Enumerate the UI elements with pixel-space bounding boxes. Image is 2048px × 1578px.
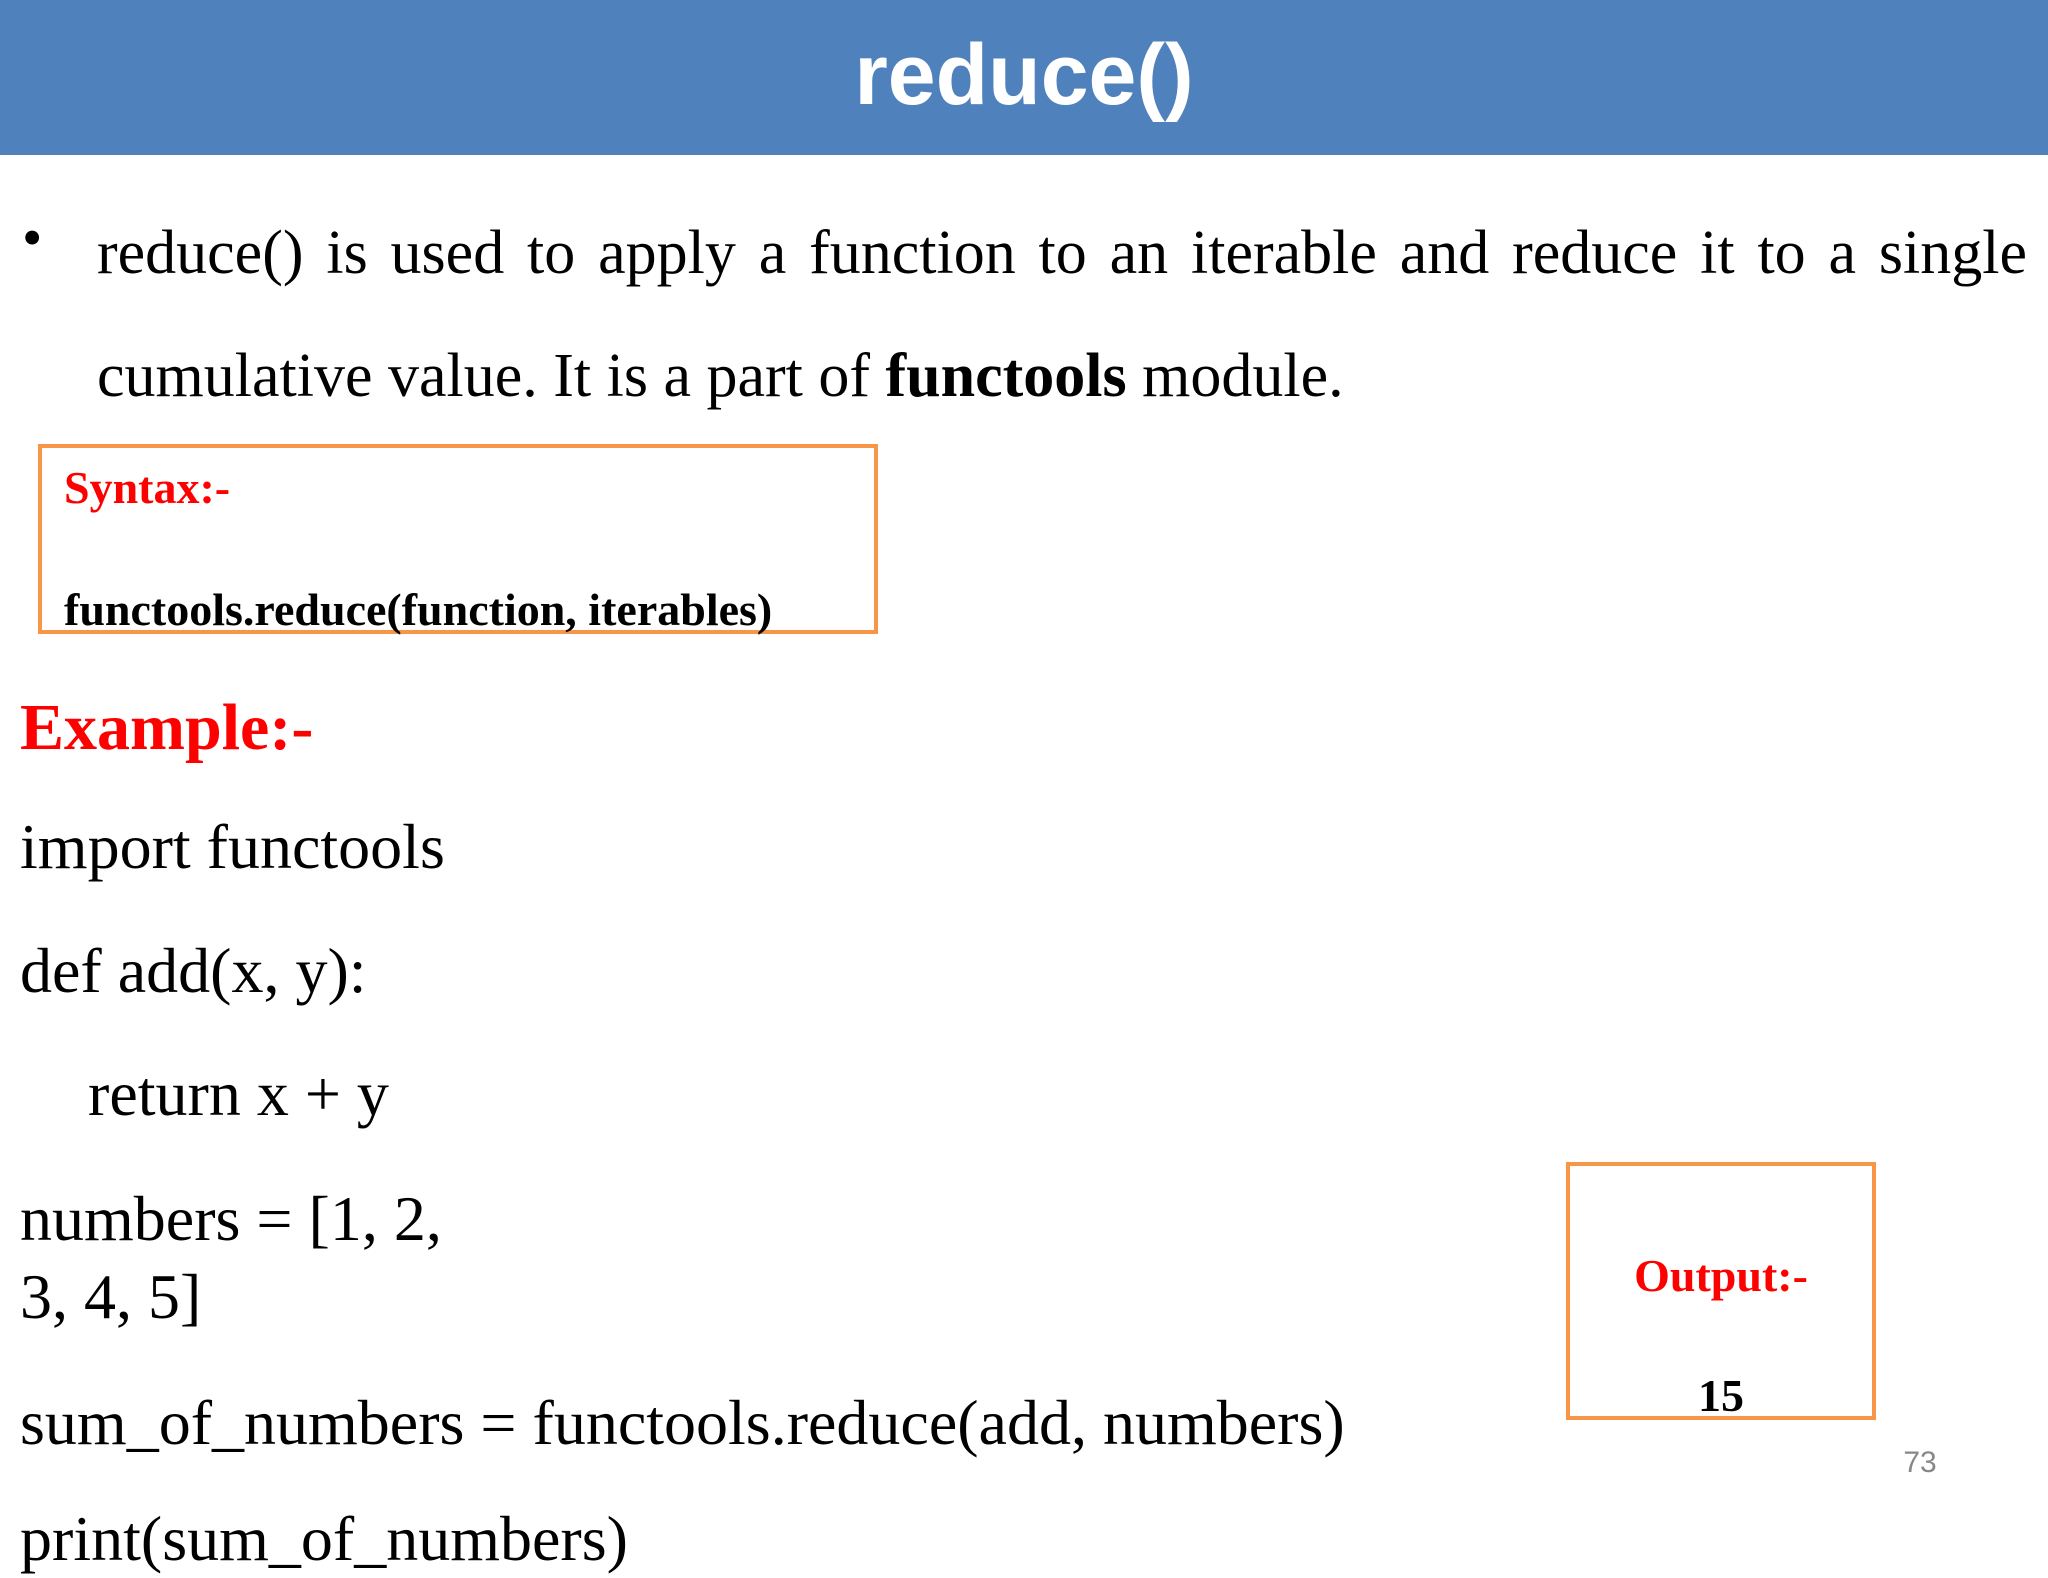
output-label: Output:- [1634,1250,1808,1301]
code-line: return x + y [88,1058,389,1129]
code-line: def add(x, y): [20,935,367,1006]
bullet-text-part: reduce() is used to apply a function to an iterable and reduce it to a single cumulative value. It is a part of [97,219,2027,410]
syntax-label: Syntax:- [64,462,231,513]
code-line: numbers = [1, 2, [20,1183,442,1254]
bullet-text [97,192,2027,438]
slide-title: reduce() [854,27,1194,123]
bullet-bold-module: functools [885,342,1127,410]
code-line: sum_of_numbers = functools.reduce(add, numbers) [20,1387,1345,1458]
syntax-code: functools.reduce(function, iterables) [64,584,773,635]
code-line: print(sum_of_numbers) [20,1503,628,1574]
syntax-box [38,444,878,634]
bullet-text-part: module. [1126,342,1344,410]
page-number: 73 [1903,1446,1937,1479]
code-line: import functools [20,811,445,882]
output-value: 15 [1698,1370,1744,1421]
output-box [1566,1162,1876,1420]
code-line: 3, 4, 5] [20,1261,202,1332]
bullet-icon: • [22,205,43,270]
example-label: Example:- [20,691,314,764]
